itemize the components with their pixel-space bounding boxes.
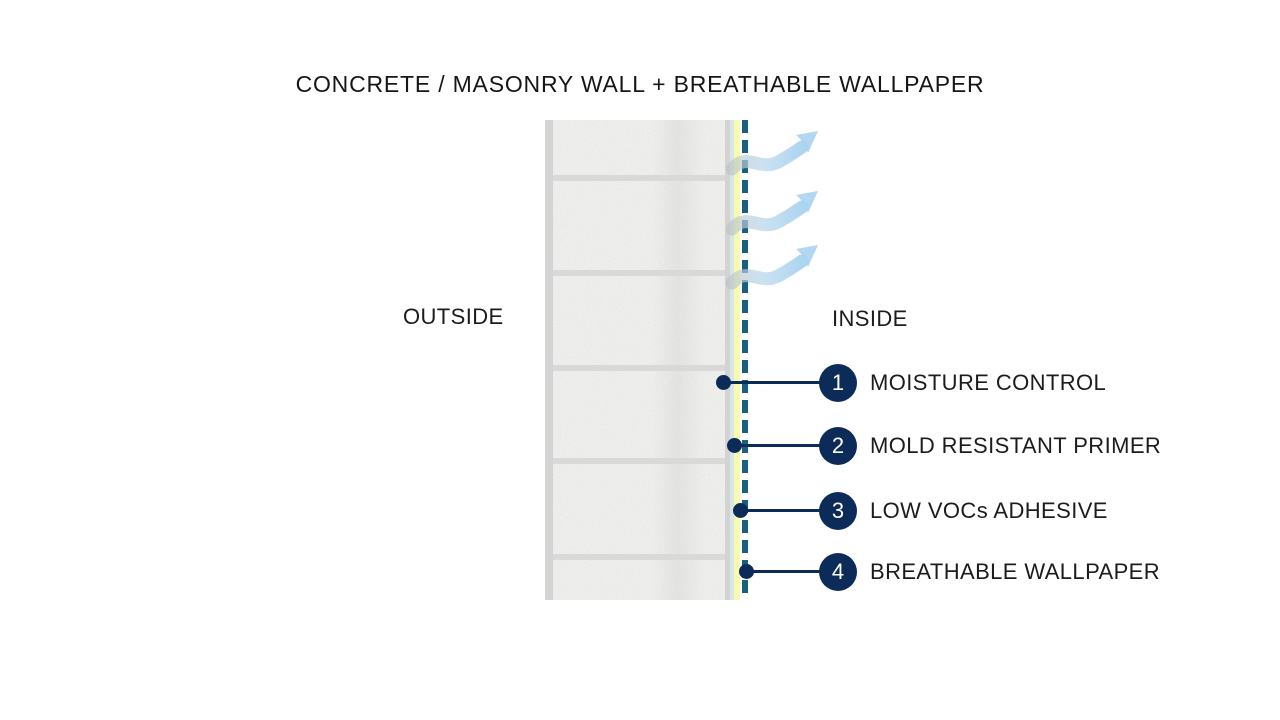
- layer-label-low-vocs-adhesive: LOW VOCs ADHESIVE: [870, 498, 1108, 523]
- mortar-joint: [551, 554, 730, 560]
- callout-anchor-dot-1: [716, 375, 731, 390]
- mortar-joint: [551, 270, 730, 276]
- callout-number-4: 4: [831, 559, 845, 584]
- airflow-arrow-icon: [726, 185, 826, 243]
- wall-outer-edge: [545, 120, 553, 600]
- mortar-joint: [551, 458, 730, 464]
- callout-number-badge-1: [819, 364, 857, 402]
- callout-anchor-dot-3: [733, 503, 748, 518]
- callout-number-3: 3: [831, 498, 845, 523]
- callout-number-2: 2: [831, 433, 845, 458]
- inside-label: INSIDE: [832, 306, 908, 331]
- masonry-wall: [545, 120, 730, 600]
- callout-number-1: 1: [831, 370, 845, 395]
- callout-number-badge-4: [819, 553, 857, 591]
- mortar-joint: [551, 365, 730, 371]
- wall-shading: [545, 120, 730, 600]
- callout-anchor-dot-4: [739, 564, 754, 579]
- diagram-title: CONCRETE / MASONRY WALL + BREATHABLE WALLPAPER: [295, 71, 985, 97]
- layer-label-breathable-wallpaper: BREATHABLE WALLPAPER: [870, 559, 1161, 584]
- airflow-arrow-icon: [726, 125, 826, 183]
- layer-label-mold-resistant-primer: MOLD RESISTANT PRIMER: [870, 433, 1162, 458]
- layer-label-moisture-control: MOISTURE CONTROL: [870, 370, 1107, 395]
- mortar-joint: [551, 175, 730, 181]
- callout-anchor-dot-2: [727, 438, 742, 453]
- outside-label: OUTSIDE: [403, 304, 504, 329]
- callout-number-badge-2: [819, 427, 857, 465]
- airflow-arrow-icon: [726, 239, 826, 297]
- callout-line-3: [740, 509, 820, 512]
- callout-line-2: [734, 444, 820, 447]
- callout-line-4: [746, 570, 820, 573]
- callout-line-1: [723, 381, 820, 384]
- callout-number-badge-3: [819, 492, 857, 530]
